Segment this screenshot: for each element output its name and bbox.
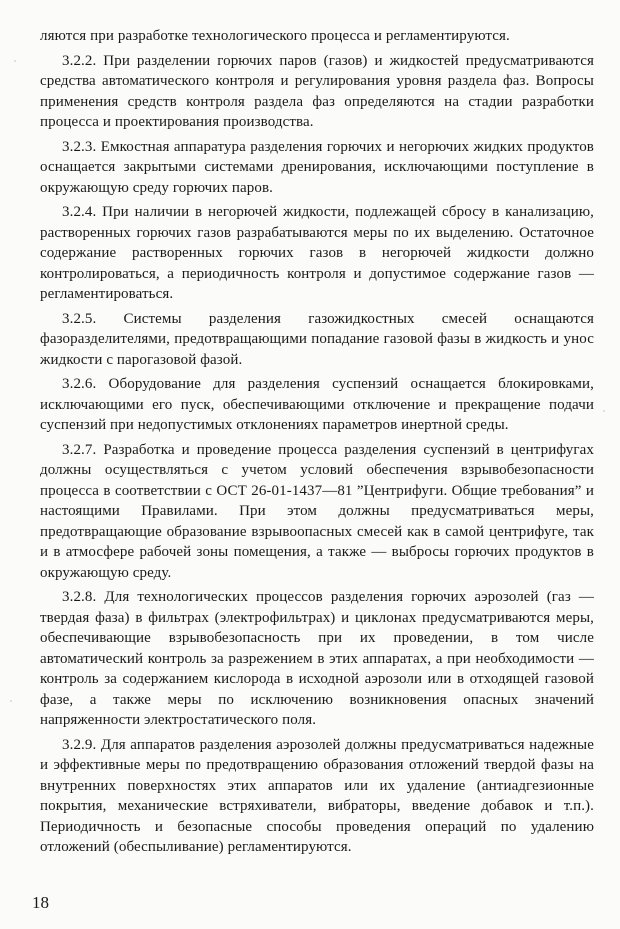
document-body (40, 26, 594, 862)
page-number: 18 (32, 893, 49, 912)
paragraph-continuation: ляются при разработке технологического процесса и регламентируются. (40, 28, 510, 44)
scan-speck (10, 700, 12, 702)
paragraph-3-2-9: 3.2.9. Для аппаратов разделения аэрозолей должны предусматриваться надежные и эффективные меры по предотвращению образования отложений твердой фазы на внутренних поверхностях этих аппаратов или их удаление (антиадгезионные покрытия, механические встряхиватели, вибраторы, введение добавок и т.п.). Периодичность и безопасные способы проведения операций по удалению отложений (обеспыливание) регламентируются. (40, 736, 594, 855)
scan-speck (14, 60, 16, 62)
paragraph-3-2-7: 3.2.7. Разработка и проведение процесса разделения суспензий в центрифугах должны осуществляться с учетом условий обеспечения взрывобезопасности процесса в соответствии с ОСТ 26-01-1437—81 ”Центрифуги. Общие требования” и настоящими Правилами. При этом должны предусматриваться меры, предотвращающие образование взрывоопасных смесей как в самой центрифуге, так и в атмосфере рабочей зоны помещения, а также — выбросы горючих продуктов в окружающую среду. (40, 441, 594, 581)
paragraph-3-2-4: 3.2.4. При наличии в негорючей жидкости, подлежащей сбросу в канализацию, растворенных горючих газов разрабатываются меры по их выделению. Остаточное содержание растворенных горючих газов в негорючей жидкости должно контролироваться, а периодичность контроля и допустимое содержание газов — регламентироваться. (40, 204, 594, 302)
paragraph-3-2-2: 3.2.2. При разделении горючих паров (газов) и жидкостей предусматриваются средства автоматического контроля и регулирования уровня раздела фаз. Вопросы применения средств контроля раздела фаз определяются на стадии разработки процесса и проектирования производства. (40, 52, 594, 130)
paragraph-3-2-6: 3.2.6. Оборудование для разделения суспензий оснащается блокировками, исключающими его пуск, обеспечивающими отключение и прекращение подачи суспензий при недопустимых отклонениях параметров инертной среды. (40, 376, 594, 433)
paragraph-3-2-8: 3.2.8. Для технологических процессов разделения горючих аэрозолей (газ — твердая фаза) в фильтрах (электрофильтрах) и циклонах предусматриваются меры, обеспечивающие взрывобезопасность при их проведении, в том числе автоматический контроль за разрежением в этих аппаратах, а при необходимости — контроль за содержанием кислорода в исходной аэрозоли или в отходящей газовой фазе, а также меры по исключению возникновения опасных значений напряженности электростатического поля. (40, 589, 594, 728)
scan-speck (603, 410, 605, 412)
paragraph-3-2-5: 3.2.5. Системы разделения газожидкостных смесей оснащаются фазоразделителями, предотвращающими попадание газовой фазы в жидкость и унос жидкости с парогазовой фазой. (40, 310, 594, 368)
paragraph-3-2-3: 3.2.3. Емкостная аппаратура разделения горючих и негорючих жидких продуктов оснащается закрытыми системами дренирования, исключающими поступление в окружающую среду горючих паров. (40, 138, 594, 196)
